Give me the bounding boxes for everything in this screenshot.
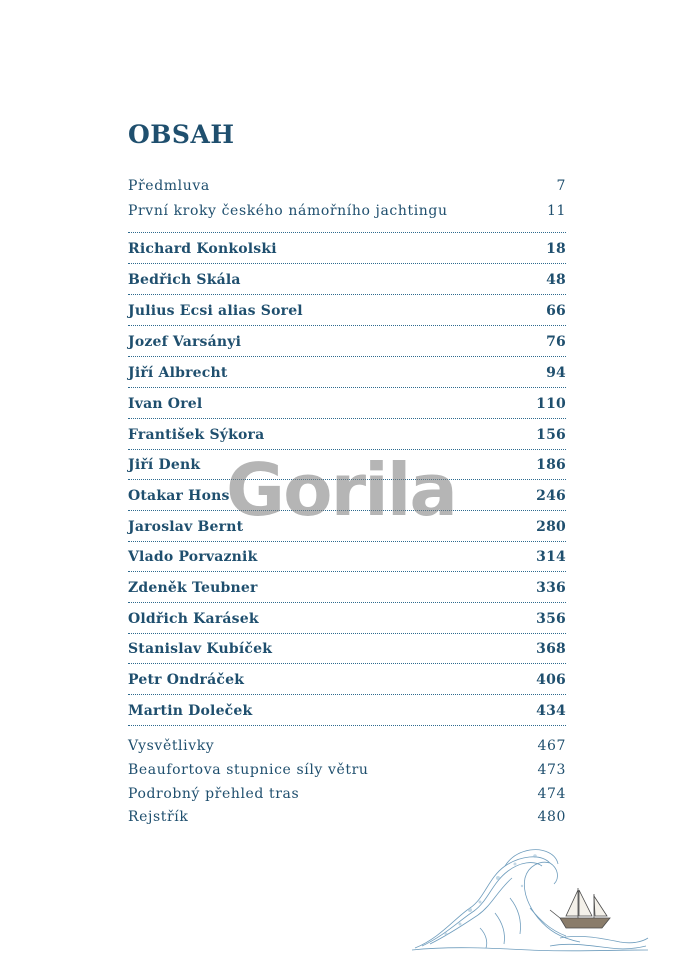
toc-entry-label: Beaufortova stupnice síly větru (128, 762, 369, 778)
dotted-divider (128, 325, 566, 326)
toc-chapter-page: 156 (536, 427, 566, 443)
toc-entry (128, 762, 566, 778)
toc-entry-page: 473 (537, 762, 566, 778)
dotted-divider (128, 633, 566, 634)
toc-chapter-page: 280 (536, 519, 566, 535)
dotted-divider (128, 694, 566, 695)
toc-chapter-page: 66 (546, 303, 566, 319)
toc-chapter-page: 94 (546, 365, 566, 381)
toc-entry-label: První kroky českého námořního jachtingu (128, 203, 448, 219)
page-title: OBSAH (128, 120, 235, 149)
toc-chapter-label: Julius Ecsi alias Sorel (128, 303, 303, 319)
toc-entry-page: 467 (537, 738, 566, 754)
toc-chapter-page: 246 (536, 488, 566, 504)
toc-chapter (128, 641, 566, 657)
toc-entry-label: Podrobný přehled tras (128, 786, 300, 802)
toc-chapter-page: 18 (546, 241, 566, 257)
dotted-divider (128, 725, 566, 726)
toc-entry-label: Předmluva (128, 178, 210, 194)
toc-chapter-label: Otakar Hons (128, 488, 230, 504)
dotted-divider (128, 663, 566, 664)
toc-entry (128, 203, 566, 219)
toc-entry (128, 786, 566, 802)
toc-chapter-label: Petr Ondráček (128, 672, 245, 688)
watermark: Gorila (226, 448, 457, 532)
toc-chapter-page: 434 (536, 703, 566, 719)
dotted-divider (128, 418, 566, 419)
toc-entry-page: 474 (537, 786, 566, 802)
toc-chapter-label: Vlado Porvaznik (128, 549, 258, 565)
toc-entry-label: Vysvětlivky (128, 738, 215, 754)
toc-chapter (128, 611, 566, 627)
toc-chapter (128, 580, 566, 596)
toc-chapter-label: Richard Konkolski (128, 241, 277, 257)
toc-chapter (128, 365, 566, 381)
toc-chapter (128, 427, 566, 443)
dotted-divider (128, 232, 566, 233)
dotted-divider (128, 263, 566, 264)
dotted-divider (128, 387, 566, 388)
dotted-divider (128, 602, 566, 603)
toc-entry-label: Rejstřík (128, 809, 189, 825)
toc-chapter-label: Bedřich Skála (128, 272, 241, 288)
toc-entry-page: 7 (556, 178, 566, 194)
toc-chapter-label: Stanislav Kubíček (128, 641, 273, 657)
dotted-divider (128, 294, 566, 295)
toc-chapter-label: Ivan Orel (128, 396, 203, 412)
dotted-divider (128, 571, 566, 572)
toc-chapter-page: 336 (536, 580, 566, 596)
toc-chapter (128, 303, 566, 319)
toc-chapter (128, 672, 566, 688)
toc-entry-page: 480 (537, 809, 566, 825)
toc-chapter (128, 241, 566, 257)
toc-entry (128, 178, 566, 194)
toc-chapter (128, 334, 566, 350)
toc-chapter-page: 368 (536, 641, 566, 657)
wave-with-sailboat-icon (410, 838, 650, 953)
toc-chapter-label: Jaroslav Bernt (128, 519, 244, 535)
toc-entry (128, 809, 566, 825)
dotted-divider (128, 541, 566, 542)
toc-chapter-page: 110 (536, 396, 566, 412)
toc-chapter-page: 406 (536, 672, 566, 688)
toc-chapter (128, 549, 566, 565)
toc-chapter-label: Jozef Varsányi (128, 334, 242, 350)
toc-entry-page: 11 (546, 203, 566, 219)
toc-chapter-label: Jiří Albrecht (128, 365, 228, 381)
toc-chapter-page: 48 (546, 272, 566, 288)
toc-chapter-label: Martin Doleček (128, 703, 253, 719)
toc-chapter-page: 314 (536, 549, 566, 565)
toc-chapter-label: Oldřich Karásek (128, 611, 259, 627)
toc-chapter (128, 272, 566, 288)
toc-chapter-label: Zdeněk Teubner (128, 580, 258, 596)
toc-chapter-page: 356 (536, 611, 566, 627)
toc-chapter-label: Jiří Denk (128, 457, 201, 473)
toc-chapter (128, 703, 566, 719)
toc-chapter-page: 186 (536, 457, 566, 473)
toc-chapter-label: František Sýkora (128, 427, 265, 443)
toc-chapter-page: 76 (546, 334, 566, 350)
dotted-divider (128, 356, 566, 357)
toc-entry (128, 738, 566, 754)
toc-chapter (128, 396, 566, 412)
